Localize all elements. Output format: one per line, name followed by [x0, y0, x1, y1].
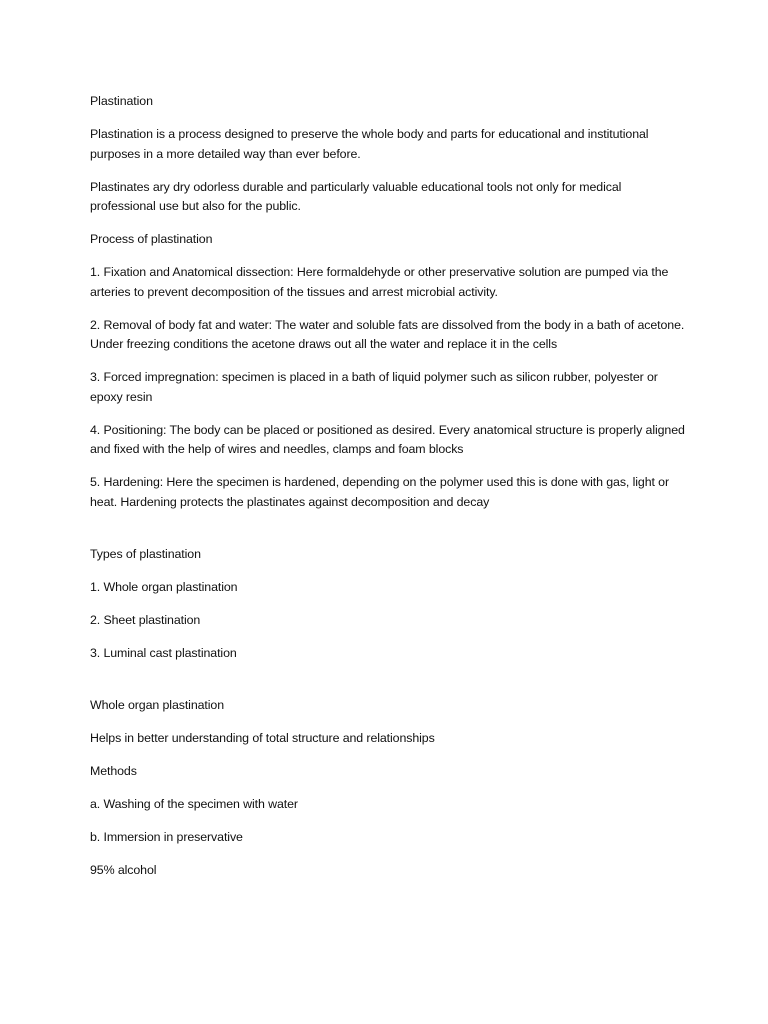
process-step-3: 3. Forced impregnation: specimen is placed in a bath of liquid polymer such as silicon rubber, polyester or epoxy resin: [90, 370, 658, 404]
blank-line: [90, 677, 690, 696]
method-item-alcohol: 95% alcohol: [90, 862, 157, 877]
whole-organ-heading: Whole organ plastination: [90, 697, 224, 712]
blank-line: [90, 526, 690, 545]
types-item-1: 1. Whole organ plastination: [90, 579, 238, 594]
types-heading: Types of plastination: [90, 546, 201, 561]
methods-heading: Methods: [90, 763, 137, 778]
process-step-4: 4. Positioning: The body can be placed or positioned as desired. Every anatomical structure is properly aligned and fixed with the help of wires and needles, clamps and foam blocks: [90, 422, 685, 456]
types-item-2: 2. Sheet plastination: [90, 612, 201, 627]
whole-organ-description: Helps in better understanding of total structure and relationships: [90, 730, 435, 745]
intro-paragraph-2: Plastinates ary dry odorless durable and particularly valuable educational tools not only for medical professional use but also for the public.: [90, 179, 622, 213]
process-step-1: 1. Fixation and Anatomical dissection: Here formaldehyde or other preservative solution are pumped via the arteries to prevent decomposition of the tissues and arrest microbial activity.: [90, 265, 669, 299]
method-item-b: b. Immersion in preservative: [90, 829, 243, 844]
process-heading: Process of plastination: [90, 232, 213, 246]
method-item-a: a. Washing of the specimen with water: [90, 796, 298, 811]
document-body: [90, 92, 690, 894]
process-step-5: 5. Hardening: Here the specimen is hardened, depending on the polymer used this is done with gas, light or heat. Hardening protects the plastinates against decomposition and decay: [90, 475, 670, 509]
types-item-3: 3. Luminal cast plastination: [90, 645, 237, 660]
document-title: Plastination: [90, 94, 153, 108]
process-step-2: 2. Removal of body fat and water: The water and soluble fats are dissolved from the body in a bath of acetone. Under freezing conditions the acetone draws out all the water and replace it in the cells: [90, 317, 685, 351]
intro-paragraph-1: Plastination is a process designed to preserve the whole body and parts for educational and institutional purposes in a more detailed way than ever before.: [90, 127, 649, 161]
